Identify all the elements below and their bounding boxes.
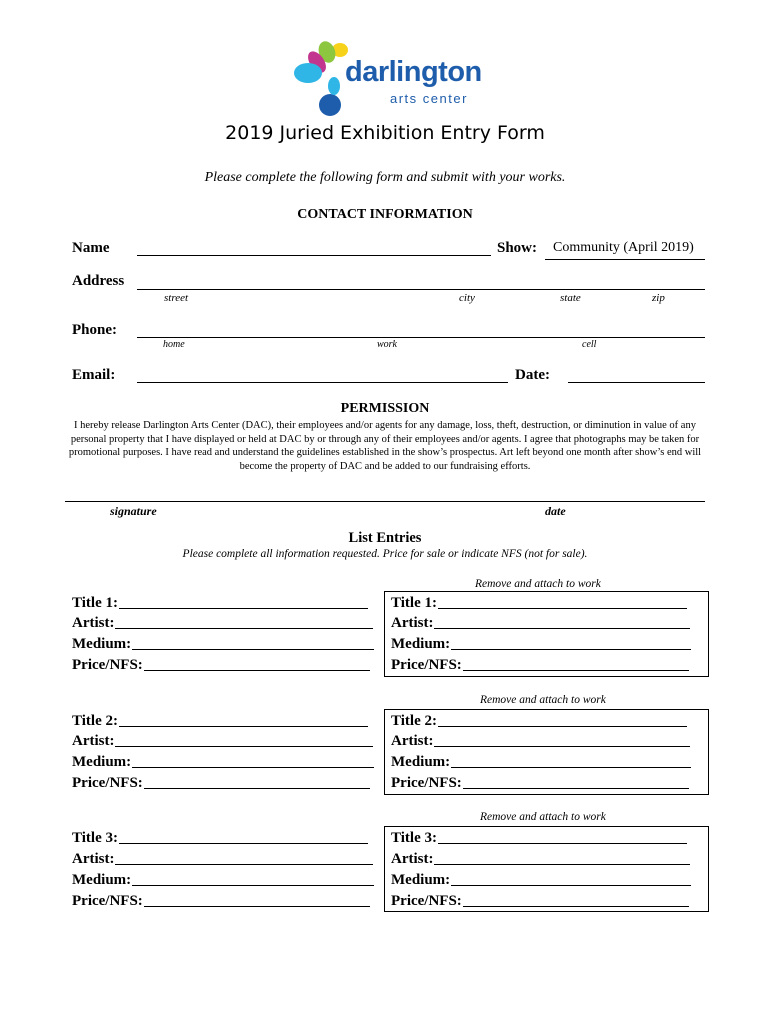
- phone-home-label: home: [163, 339, 185, 350]
- permission-heading: PERMISSION: [340, 401, 430, 416]
- entry-1-title-right[interactable]: Title 1:: [391, 592, 687, 612]
- entry-1-price-right[interactable]: Price/NFS:: [391, 654, 689, 674]
- phone-work-label: work: [377, 339, 397, 350]
- name-field[interactable]: [137, 255, 491, 256]
- address-street-label: street: [164, 292, 189, 304]
- entries-instructions: Please complete all information requested. Price for sale or indicate NFS (not for sale).: [182, 548, 588, 560]
- entry-3-title-left[interactable]: Title 3:: [72, 827, 368, 847]
- signature-label: signature: [110, 504, 157, 518]
- show-field: [545, 259, 705, 260]
- entry-3-title-right[interactable]: Title 3:: [391, 827, 687, 847]
- entry-2-medium-left[interactable]: Medium:: [72, 751, 374, 771]
- entry-2-price-right[interactable]: Price/NFS:: [391, 772, 689, 792]
- entry-2-title-right[interactable]: Title 2:: [391, 710, 687, 730]
- address-field[interactable]: [137, 289, 705, 290]
- entry-1-artist-left[interactable]: Artist:: [72, 612, 373, 632]
- entry-3-price-left[interactable]: Price/NFS:: [72, 890, 370, 910]
- entry-1-medium-left[interactable]: Medium:: [72, 633, 374, 653]
- entry-2-price-left[interactable]: Price/NFS:: [72, 772, 370, 792]
- entry-3-medium-left[interactable]: Medium:: [72, 869, 374, 889]
- email-label: Email:: [72, 367, 116, 383]
- entry-1-medium-right[interactable]: Medium:: [391, 633, 691, 653]
- signature-date-label: date: [545, 504, 566, 518]
- entry-3-artist-right[interactable]: Artist:: [391, 848, 690, 868]
- entry-3-artist-left[interactable]: Artist:: [72, 848, 373, 868]
- page-title: 2019 Juried Exhibition Entry Form: [225, 122, 545, 144]
- remove-note-2: Remove and attach to work: [480, 694, 606, 706]
- email-field[interactable]: [137, 382, 508, 383]
- address-city-label: city: [459, 292, 475, 304]
- entry-1-artist-right[interactable]: Artist:: [391, 612, 690, 632]
- page-subtitle: Please complete the following form and submit with your works.: [204, 170, 566, 185]
- signature-field[interactable]: [65, 501, 705, 502]
- remove-note-3: Remove and attach to work: [480, 811, 606, 823]
- phone-cell-label: cell: [582, 339, 597, 350]
- show-value[interactable]: Community (April 2019): [553, 240, 694, 255]
- entry-2-artist-right[interactable]: Artist:: [391, 730, 690, 750]
- entry-1-price-left[interactable]: Price/NFS:: [72, 654, 370, 674]
- name-label: Name: [72, 240, 110, 256]
- date-label: Date:: [515, 367, 550, 383]
- logo-wordmark: darlington: [345, 56, 482, 88]
- remove-note-1: Remove and attach to work: [475, 578, 601, 590]
- entry-3-price-right[interactable]: Price/NFS:: [391, 890, 689, 910]
- date-field[interactable]: [568, 382, 705, 383]
- entry-2-medium-right[interactable]: Medium:: [391, 751, 691, 771]
- logo: [290, 40, 490, 120]
- entry-1-title-left[interactable]: Title 1:: [72, 592, 368, 612]
- phone-label: Phone:: [72, 322, 117, 338]
- entry-2-artist-left[interactable]: Artist:: [72, 730, 373, 750]
- contact-heading: CONTACT INFORMATION: [297, 207, 473, 222]
- permission-text: I hereby release Darlington Arts Center (DAC), their employees and/or agents for any damage, loss, theft, destruction, or diminution in value of any personal property that I have displayed or held at DAC by or through any of their employees and/or agents. I agree that photographs may be taken for promotional purposes. I have read and understand the guidelines established in the show’s prospectus. Art left beyond one month after show’s end will become the property of DAC and be added to our fundraising efforts.: [68, 420, 702, 472]
- entry-2-title-left[interactable]: Title 2:: [72, 710, 368, 730]
- address-state-label: state: [560, 292, 581, 304]
- entry-3-medium-right[interactable]: Medium:: [391, 869, 691, 889]
- address-zip-label: zip: [652, 292, 665, 304]
- address-label: Address: [72, 273, 125, 289]
- entries-heading: List Entries: [348, 530, 422, 546]
- logo-subtitle: arts center: [390, 91, 468, 106]
- show-label: Show:: [497, 240, 538, 256]
- phone-field[interactable]: [137, 337, 705, 338]
